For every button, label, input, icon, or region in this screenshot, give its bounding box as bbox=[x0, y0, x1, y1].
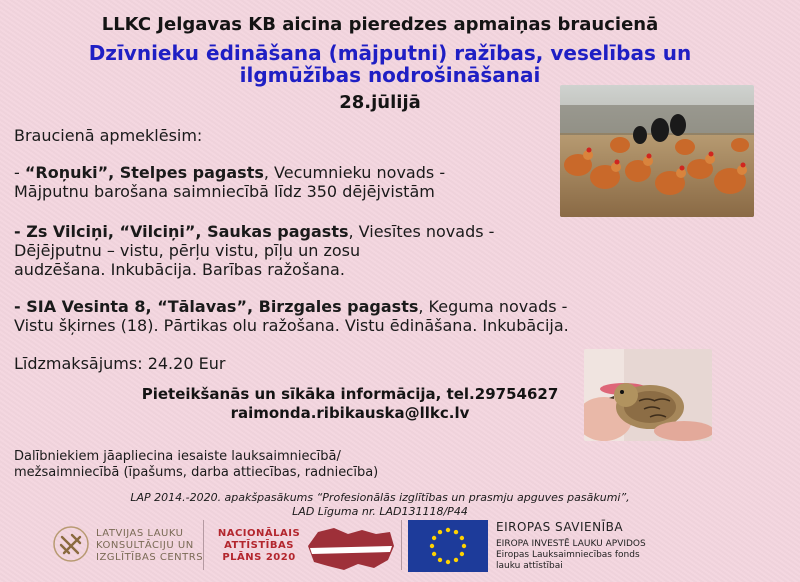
eu-line-2: Eiropas Lauksaimniecības fonds bbox=[496, 550, 640, 560]
eu-flag-icon bbox=[408, 520, 488, 572]
visit-line-2: Dējējputnu – vistu, pērļu vistu, pīļu un zosu bbox=[14, 241, 361, 260]
llkc-name-line-1: LATVIJAS LAUKU bbox=[96, 528, 184, 539]
nap-line-1: NACIONĀLAIS bbox=[217, 528, 301, 539]
subtitle-line-1: Dzīvnieku ēdināšana (mājputni) ražības, veselības un bbox=[88, 41, 692, 65]
eu-star-icon bbox=[446, 560, 450, 564]
footer-divider bbox=[401, 520, 402, 570]
visit-farm-name: “Roņuki”, Stelpes pagasts bbox=[24, 163, 264, 182]
nap-line-3: PLĀNS 2020 bbox=[222, 552, 296, 563]
eligibility-note bbox=[14, 449, 378, 481]
llkc-name-line-2: KONSULTĀCIJU UN bbox=[96, 540, 194, 551]
funding-statement bbox=[60, 491, 700, 519]
nap-logo bbox=[210, 524, 400, 576]
latvia-map-icon bbox=[304, 524, 396, 574]
llkc-name-line-3: IZGLĪTĪBAS CENTRS bbox=[96, 552, 204, 563]
footer-divider bbox=[203, 520, 204, 570]
eu-star-icon bbox=[462, 544, 466, 548]
funding-line-1: LAP 2014.-2020. apakšpasākums “Profesionālās izglītības un prasmju apguves pasākumi”, bbox=[130, 491, 630, 504]
eu-star-icon bbox=[430, 544, 434, 548]
eu-line-1: EIROPA INVESTĒ LAUKU APVIDOS bbox=[496, 539, 646, 549]
visit-farm-name: - Zs Vilciņi, “Vilciņi”, Saukas pagasts bbox=[14, 222, 349, 241]
funding-line-2: LAD Līguma nr. LAD131118/P44 bbox=[292, 505, 468, 518]
note-line-2: mežsaimniecībā (īpašums, darba attiecības, radniecība) bbox=[14, 465, 379, 480]
eu-star-icon bbox=[460, 536, 464, 540]
poster-subtitle bbox=[50, 42, 730, 86]
visit-line-1: - Zs Vilciņi, “Vilciņi”, Saukas pagasts, Viesītes novads - bbox=[14, 222, 495, 241]
visit-line-1: - “Roņuki”, Stelpes pagasts, Vecumnieku novads - bbox=[14, 163, 446, 182]
eu-star-icon bbox=[438, 530, 442, 534]
visit-line-1: - SIA Vesinta 8, “Tālavas”, Birzgales pagasts, Keguma novads - bbox=[14, 297, 568, 316]
eu-star-icon bbox=[446, 528, 450, 532]
contact-phone: Pieteikšanās un sīkāka informācija, tel.29754627 bbox=[141, 385, 559, 403]
visit-item bbox=[14, 297, 569, 335]
contact-email[interactable]: raimonda.ribikauska@llkc.lv bbox=[230, 404, 470, 422]
note-line-1: Dalībniekiem jāapliecina iesaiste lauksaimniecībā/ bbox=[14, 449, 341, 464]
price: Līdzmaksājums: 24.20 Eur bbox=[14, 354, 226, 373]
photo-quail-chick bbox=[584, 349, 712, 441]
poster-title: LLKC Jelgavas KB aicina pieredzes apmaiņas braucienā bbox=[101, 14, 659, 35]
eu-star-icon bbox=[454, 558, 458, 562]
eu-line-3: lauku attīstībai bbox=[496, 561, 563, 571]
event-date: 28.jūlijā bbox=[339, 92, 421, 113]
visit-farm-name: - SIA Vesinta 8, “Tālavas”, Birzgales pagasts bbox=[14, 297, 419, 316]
eu-star-icon bbox=[432, 536, 436, 540]
eu-logo bbox=[408, 520, 708, 576]
eu-title: EIROPAS SAVIENĪBA bbox=[496, 520, 624, 534]
llkc-logo bbox=[52, 523, 202, 567]
eu-star-icon bbox=[438, 558, 442, 562]
photo-chickens bbox=[560, 85, 754, 217]
eu-star-icon bbox=[460, 552, 464, 556]
visit-item bbox=[14, 222, 494, 279]
visit-line-2: Vistu šķirnes (18). Pārtikas olu ražošana. Vistu ēdināšana. Inkubācija. bbox=[14, 316, 569, 335]
subtitle-line-2: ilgmūžības nodrošināšanai bbox=[239, 63, 541, 87]
eu-star-icon bbox=[432, 552, 436, 556]
visit-item bbox=[14, 163, 445, 201]
llkc-emblem-icon bbox=[52, 525, 90, 563]
nap-line-2: ATTĪSTĪBAS bbox=[224, 540, 294, 551]
visits-intro: Braucienā apmeklēsim: bbox=[14, 126, 203, 145]
eu-star-icon bbox=[454, 530, 458, 534]
contact-block bbox=[110, 385, 590, 423]
visit-line-3: audzēšana. Inkubācija. Barības ražošana. bbox=[14, 260, 345, 279]
visit-line-2: Mājputnu barošana saimniecībā līdz 350 dējējvistām bbox=[14, 182, 435, 201]
